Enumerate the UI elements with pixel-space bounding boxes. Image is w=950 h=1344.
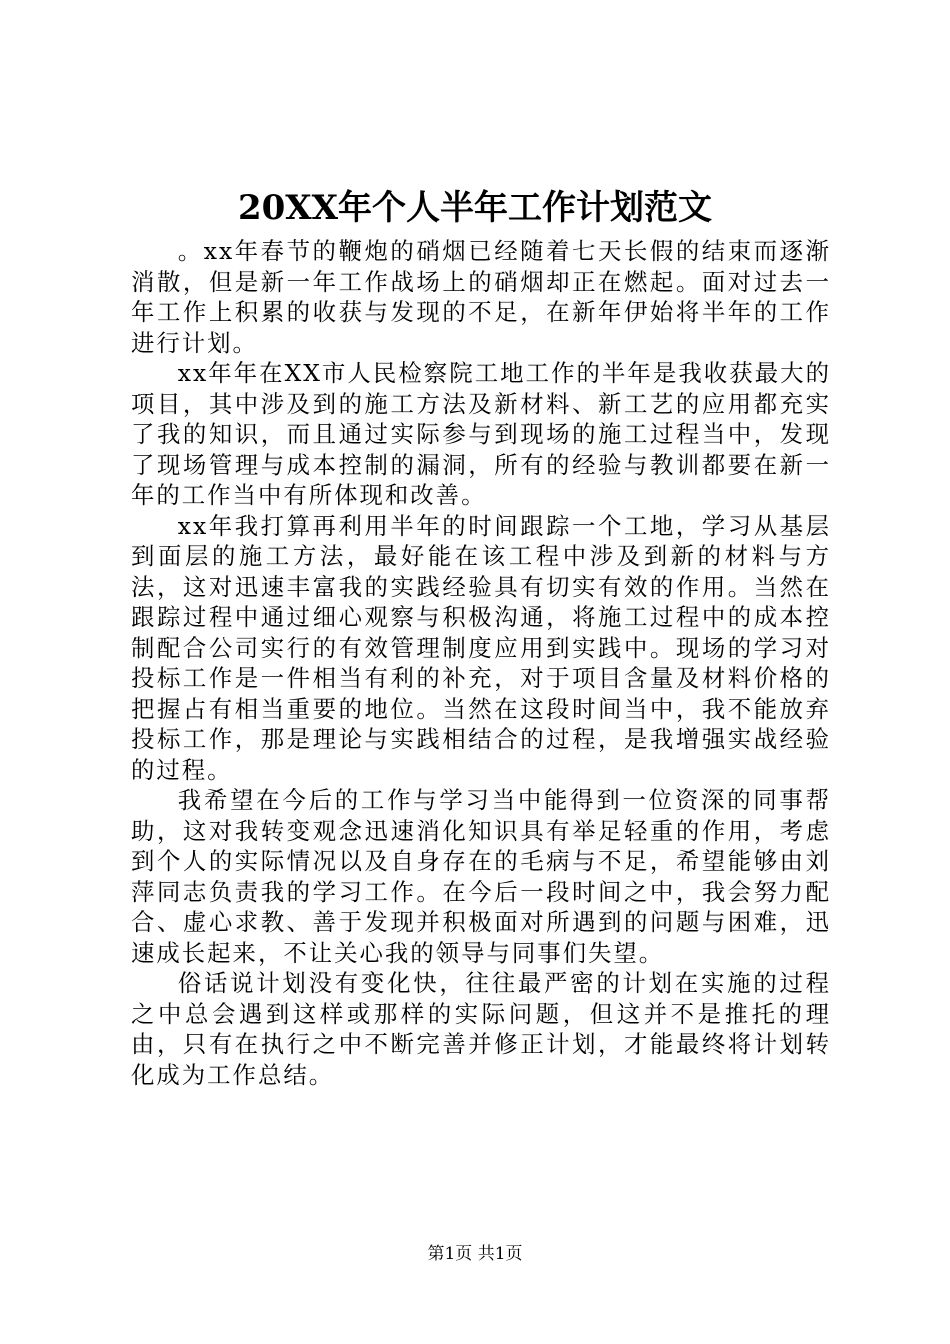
body-paragraph: 俗话说计划没有变化快，往往最严密的计划在实施的过程之中总会遇到这样或那样的实际问题，但这并不是推托的理由，只有在执行之中不断完善并修正计划，才能最终将计划转化成为工作总结。 [131,969,831,1089]
document-body [131,236,831,1090]
body-paragraph: xx年年在XX市人民检察院工地工作的半年是我收获最大的项目，其中涉及到的施工方法及新材料、新工艺的应用都充实了我的知识，而且通过实际参与到现场的施工过程当中，发现了现场管理与成本控制的漏洞，所有的经验与教训都要在新一年的工作当中有所体现和改善。 [131,359,831,509]
page-number-footer: 第1页 共1页 [427,1244,523,1264]
body-paragraph: xx年我打算再利用半年的时间跟踪一个工地，学习从基层到面层的施工方法，最好能在该工程中涉及到新的材料与方法，这对迅速丰富我的实践经验具有切实有效的作用。当然在跟踪过程中通过细心观察与积极沟通，将施工过程中的成本控制配合公司实行的有效管理制度应用到实践中。现场的学习对投标工作是一件相当有利的补充，对于项目含量及材料价格的把握占有相当重要的地位。当然在这段时间当中，我不能放弃投标工作，那是理论与实践相结合的过程，是我增强实战经验的过程。 [131,511,831,784]
document-title: 20XX年个人半年工作计划范文 [237,188,713,228]
body-paragraph: 我希望在今后的工作与学习当中能得到一位资深的同事帮助，这对我转变观念迅速消化知识具有举足轻重的作用，考虑到个人的实际情况以及自身存在的毛病与不足，希望能够由刘萍同志负责我的学习工作。在今后一段时间之中，我会努力配合、虚心求教、善于发现并积极面对所遇到的问题与困难，迅速成长起来，不让关心我的领导与同事们失望。 [131,786,831,967]
body-paragraph: 。xx年春节的鞭炮的硝烟已经随着七天长假的结束而逐渐消散，但是新一年工作战场上的硝烟却正在燃起。面对过去一年工作上积累的收获与发现的不足，在新年伊始将半年的工作进行计划。 [131,237,831,357]
